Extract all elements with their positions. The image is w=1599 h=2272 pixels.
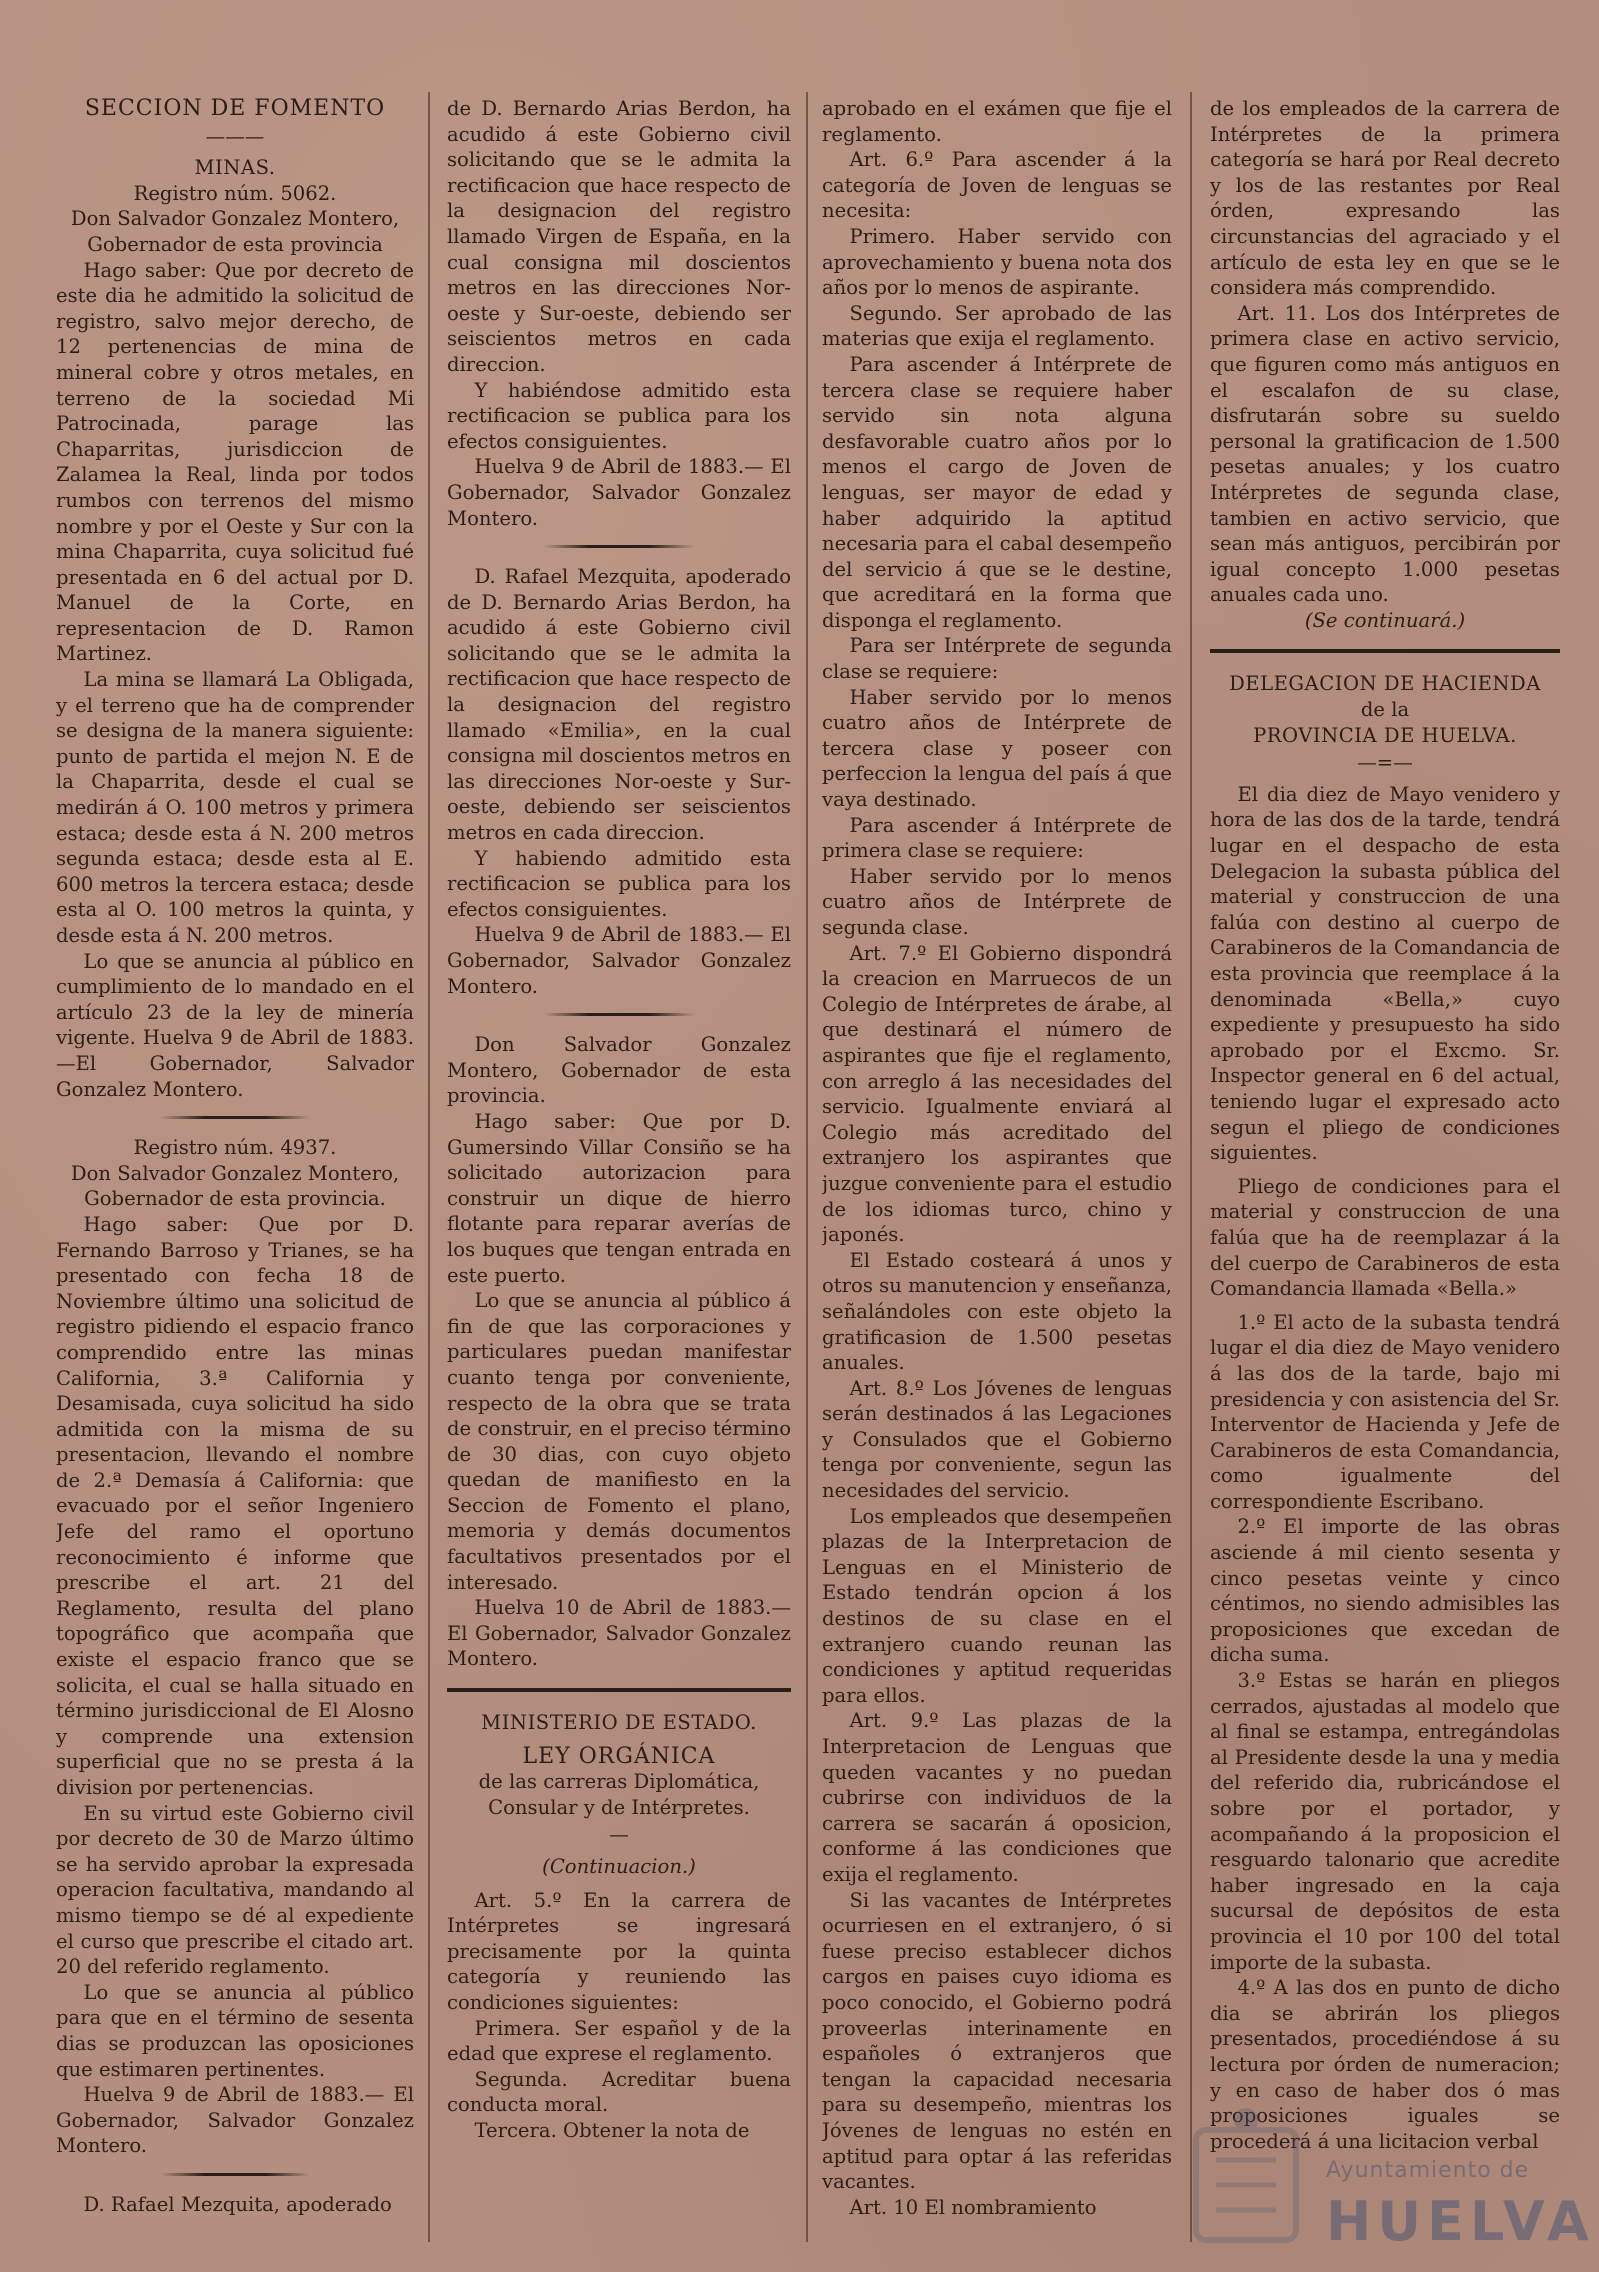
paragraph: de D. Bernardo Arias Berdon, ha acudido á este Gobierno civil solicitando que se le admita la rectificacion que hace respecto de la designacion del registro llamado Virgen de España, en la cual consigna mil doscientos metros en las direcciones Nor-oeste y Sur-oeste, debiendo ser seiscientos metros en cada direccion. <box>447 97 791 376</box>
numbered-clause: 4.º A las dos en punto de dicho dia se abrirán los pliegos presentados, procediéndose á su lectura por órden de numeracion; y en caso de haber dos ó mas proposiciones iguales se procederá á una licitacion verbal <box>1210 1976 1560 2153</box>
governor-line: Don Salvador Gonzalez Montero, Gobernador de esta provincia. <box>70 1161 400 1211</box>
paragraph: Hago saber: Que por decreto de este dia he admitido la solicitud de registro, salvo mejor derecho, de 12 pertenencias de mina de mineral cobre y otros metales, en terreno de la sociedad Mi Patrocinada, parage las Chaparritas, jurisdiccion de Zalamea la Real, linda por todos rumbos con terrenos del mismo nombre y por el Oeste y Sur con la mina Chaparrita, cuya solicitud fué presentada en 6 del actual por D. Manuel de la Corte, en representacion de D. Ramon Martinez. <box>56 258 414 666</box>
column-1 <box>56 96 414 2246</box>
numbered-clause: 1.º El acto de la subasta tendrá lugar el dia diez de Mayo venidero á las dos de la tarde, bajo mi presidencia y con asistencia del Sr. Interventor de Hacienda y Jefe de Carabineros de esta Comandancia, como igualmente del correspondiente Escribano. <box>1210 1310 1560 1513</box>
paragraph: Hago saber: Que por D. Fernando Barroso y Trianes, se ha presentado con fecha 18 de Noviembre último una solicitud de registro pidiendo el espacio franco comprendido entre las minas California, 3.ª California y Desamisada, cuya solicitud ha sido admitida con la misma de su presentacion, llevando el nombre de 2.ª Demasía á California: que evacuado por el señor Ingeniero Jefe del ramo el oportuno reconocimiento é informe que prescribe el art. 21 del Reglamento, resulta del plano topográfico que acompaña que existe el espacio franco que se solicita, el cual se halla situado en término jurisdiccional de El Alosno y comprende una extension superficial que no se presta á la division por pertenencias. <box>56 1212 414 1799</box>
governor-line: Don Salvador Gonzalez Montero, Gobernador de esta provincia <box>70 207 400 256</box>
paragraph: Para ascender á Intérprete de tercera clase se requiere haber servido sin nota alguna desfavorable cuatro años por lo menos el cargo de Joven de lenguas, ser mayor de edad y haber adquirido la aptitud necesaria para el cabal desempeño del servicio á que se le destine, que acreditará en la forma que disponga el reglamento. <box>822 352 1172 632</box>
column-rule <box>1190 92 1192 2242</box>
ornament-rule <box>544 1013 694 1016</box>
registry-title: Registro núm. 5062. <box>133 181 337 205</box>
paragraph: D. Rafael Mezquita, apoderado <box>83 2192 392 2216</box>
section-title: SECCION DE FOMENTO <box>84 96 386 121</box>
subsection-title: MINAS. <box>194 156 276 180</box>
paragraph: Huelva 9 de Abril de 1883.— El Gobernador, Salvador Gonzalez Montero. <box>447 455 791 530</box>
paragraph: Haber servido por lo menos cuatro años de Intérprete de segunda clase. <box>822 864 1172 939</box>
column-3 <box>822 96 1172 2246</box>
divider: — <box>609 1823 629 1847</box>
paragraph: La mina se llamará La Obligada, y el terreno que ha de comprender se designa de la manera siguiente: punto de partida el mejon N. E de la Chaparrita, desde el cual se medirán á O. 100 metros y primera estaca; desde esta á N. 200 metros segunda estaca; desde esta al E. 600 metros la tercera estaca; desde esta al O. 100 metros la quinta, y desde esta á N. 200 metros. <box>56 668 414 947</box>
paragraph: Si las vacantes de Intérpretes ocurriesen en el extranjero, ó si fuese preciso establecer dichos cargos en paises cuyo idioma es poco conocido, el Gobierno podrá proveerlas interinamente en españoles ó extranjeros que tengan la capacidad necesaria para su desempeño, mientras los Jóvenes de lenguas no estén en aptitud para optar á las referidas vacantes. <box>822 1888 1172 2194</box>
continuation-note: (Se continuará.) <box>1304 608 1466 632</box>
paragraph: Para ser Intérprete de segunda clase se requiere: <box>822 634 1172 684</box>
divider: ——— <box>205 124 265 148</box>
ornament-rule <box>160 1116 310 1119</box>
paragraph: Lo que se anuncia al público para que en el término de sesenta dias se produzcan las oposiciones que estimaren pertinentes. <box>56 1980 414 2081</box>
paragraph: aprobado en el exámen que fije el reglamento. <box>822 97 1172 146</box>
column-rule <box>806 92 808 2242</box>
paragraph: Lo que se anuncia al público á fin de que las corporaciones y particulares puedan manifestar cuanto tenga por conveniente, respecto de la obra que se trata de construir, en el preciso término de 30 dias, con cuyo objeto quedan de manifiesto en la Seccion de Fomento el plano, memoria y demás documentos facultativos presentados por el interesado. <box>447 1289 791 1594</box>
delegation-province: PROVINCIA DE HUELVA. <box>1253 723 1517 747</box>
paragraph: Huelva 10 de Abril de 1883.— El Gobernador, Salvador Gonzalez Montero. <box>447 1596 791 1671</box>
paragraph: Los empleados que desempeñen plazas de la Interpretacion de Lenguas en el Ministerio de Estado tendrán opcion á los destinos de su clase en el extranjero cuando reunan las condiciones y aptitud requeridas para ellos. <box>822 1504 1172 1707</box>
paragraph: Huelva 9 de Abril de 1883.— El Gobernador, Salvador Gonzalez Montero. <box>447 923 791 998</box>
article: Art. 10 El nombramiento <box>849 2195 1097 2219</box>
article: Art. 6.º Para ascender á la categoría de Joven de lenguas se necesita: <box>822 148 1172 223</box>
registry-title: Registro núm. 4937. <box>133 1136 337 1160</box>
watermark-title: HUELVA <box>1326 2190 1595 2253</box>
article: Art. 5.º En la carrera de Intérpretes se ingresará precisamente por la quinta categoría y reuniendo las condiciones siguientes: <box>447 1888 791 2014</box>
paragraph: Haber servido por lo menos cuatro años de Intérprete de tercera clase y poseer con perfeccion la lengua del país á que vaya destinado. <box>822 685 1172 812</box>
article: Art. 9.º Las plazas de la Interpretacion de Lenguas que queden vacantes y no puedan cubrirse con individuos de la carrera se sacarán á oposicion, conforme á las condiciones que exija el reglamento. <box>822 1709 1172 1886</box>
paragraph: Tercera. Obtener la nota de <box>474 2118 750 2142</box>
divider: —=— <box>1357 751 1413 775</box>
heavy-rule <box>447 1688 791 1692</box>
paragraph: Lo que se anuncia al público en cumplimiento de lo mandado en el artículo 23 de la ley de minería vigente. Huelva 9 de Abril de 1883.—El Gobernador, Salvador Gonzalez Montero. <box>56 949 414 1101</box>
paragraph: Don Salvador Gonzalez Montero, Gobernador de esta provincia. <box>447 1033 791 1108</box>
paragraph: Segundo. Ser aprobado de las materias que exija el reglamento. <box>822 301 1172 351</box>
numbered-clause: 3.º Estas se harán en pliegos cerrados, ajustadas al modelo que al final se estampa, entregándolas al Presidente desde la una y media del referido dia, rubricándose el sobre por el portador, y acompañando á la proposicion el resguardo talonario que acredite haber ingresado en la caja sucursal de depósitos de esta provincia el 10 por 100 del total importe de la subasta. <box>1210 1669 1560 1974</box>
article: Art. 8.º Los Jóvenes de lenguas serán destinados á las Legaciones y Consulados que el Gobierno tenga por conveniente, segun las necesidades del servicio. <box>822 1376 1172 1503</box>
watermark-text: Ayuntamiento de <box>1326 2158 1530 2183</box>
article: Art. 11. Los dos Intérpretes de primera clase en activo servicio, que figuren como más antiguos en el escalafon de su clase, disfrutarán sobre su sueldo personal la gratificacion de 1.500 pesetas anuales; y los cuatro Intérpretes de segunda clase, tambien en activo servicio, que sean más antiguos, percibirán por igual concepto 1.000 pesetas anuales cada uno. <box>1210 301 1560 607</box>
law-subtitle: de las carreras Diplomática, Consular y de Intérpretes. <box>478 1770 760 1819</box>
column-2 <box>447 96 791 2246</box>
pliego-heading: Pliego de condiciones para el material y construccion de una falúa que ha de reemplazar á la del cuerpo de Carabineros de esta Comandancia llamada «Bella.» <box>1210 1174 1560 1301</box>
paragraph: Primero. Haber servido con aprovechamiento y buena nota dos años por lo menos de aspirante. <box>822 224 1172 300</box>
paragraph: Y habiendo admitido esta rectificacion se publica para los efectos consiguientes. <box>447 846 791 921</box>
paragraph: D. Rafael Mezquita, apoderado de D. Bernardo Arias Berdon, ha acudido á este Gobierno civil solicitando que se le admita la rectificacion que hace respecto de la designacion del registro llamado «Emilia», en la cual consigna mil doscientos metros en las direcciones Nor-oeste y Sur-oeste, debiendo ser seiscientos metros en cada direccion. <box>447 565 791 845</box>
paragraph: Primera. Ser español y de la edad que exprese el reglamento. <box>447 2016 791 2066</box>
heavy-rule <box>1210 649 1560 653</box>
paragraph: Y habiéndose admitido esta rectificacion se publica para los efectos consiguientes. <box>447 378 791 453</box>
column-4 <box>1210 96 1560 2246</box>
numbered-clause: 2.º El importe de las obras asciende á mil ciento sesenta y cinco pesetas veinte y cinco céntimos, no siendo admisibles las proposiciones que excedan de dicha suma. <box>1210 1515 1560 1667</box>
paragraph: Hago saber: Que por D. Gumersindo Villar Consiño se ha solicitado autorizacion para construir un dique de hierro flotante para reparar averías de los buques que tengan entrada en este puerto. <box>447 1109 791 1287</box>
law-title: LEY ORGÁNICA <box>522 1743 716 1769</box>
article: Art. 7.º El Gobierno dispondrá la creacion en Marruecos de un Colegio de Intérpretes de árabe, al que destinará el número de aspirantes que fije el reglamento, con arreglo á las necesidades del servicio. Igualmente enviará al Colegio más acreditado del extranjero los aspirantes que juzgue conveniente para el estudio de los idiomas turco, chino y japonés. <box>822 941 1172 1247</box>
ornament-rule <box>544 545 694 548</box>
delegation-heading-small: de la <box>1360 698 1410 722</box>
ornament-rule <box>160 2173 310 2176</box>
delegation-heading: DELEGACION DE HACIENDA <box>1229 672 1541 696</box>
paragraph: En su virtud este Gobierno civil por decreto de 30 de Marzo último se ha servido aprobar la expresada operacion facultativa, mandando al mismo tiempo se dé al expediente el curso que prescribe el citado art. 20 del referido reglamento. <box>56 1801 414 1979</box>
continuation-note: (Continuacion.) <box>542 1855 696 1878</box>
paragraph: de los empleados de la carrera de Intérpretes de la primera categoría se hará por Real decreto y los de las restantes por Real órden, expresando las circunstancias del agraciado y el artículo de esta ley en que se le considera más comprendido. <box>1210 97 1560 300</box>
paragraph: Huelva 9 de Abril de 1883.— El Gobernador, Salvador Gonzalez Montero. <box>56 2083 414 2158</box>
column-rule <box>428 92 430 2242</box>
paragraph: Segunda. Acreditar buena conducta moral. <box>447 2067 791 2117</box>
paragraph: El Estado costeará á unos y otros su manutencion y enseñanza, señalándoles con este objeto la gratificasion de 1.500 pesetas anuales. <box>822 1248 1172 1375</box>
ministry-heading: MINISTERIO DE ESTADO. <box>481 1711 757 1735</box>
paragraph: Para ascender á Intérprete de primera clase se requiere: <box>822 813 1172 863</box>
paragraph: El dia diez de Mayo venidero y hora de las dos de la tarde, tendrá lugar en el despacho de esta Delegacion la subasta pública del material y construccion de una falúa con destino al cuerpo de Carabineros de la Comandancia de esta provincia que reemplace á la denominada «Bella,» cuyo expediente y presupuesto ha sido aprobado por el Excmo. Sr. Inspector general en 6 del actual, teniendo lugar el expresado acto segun el pliego de condiciones siguientes. <box>1210 782 1560 1165</box>
